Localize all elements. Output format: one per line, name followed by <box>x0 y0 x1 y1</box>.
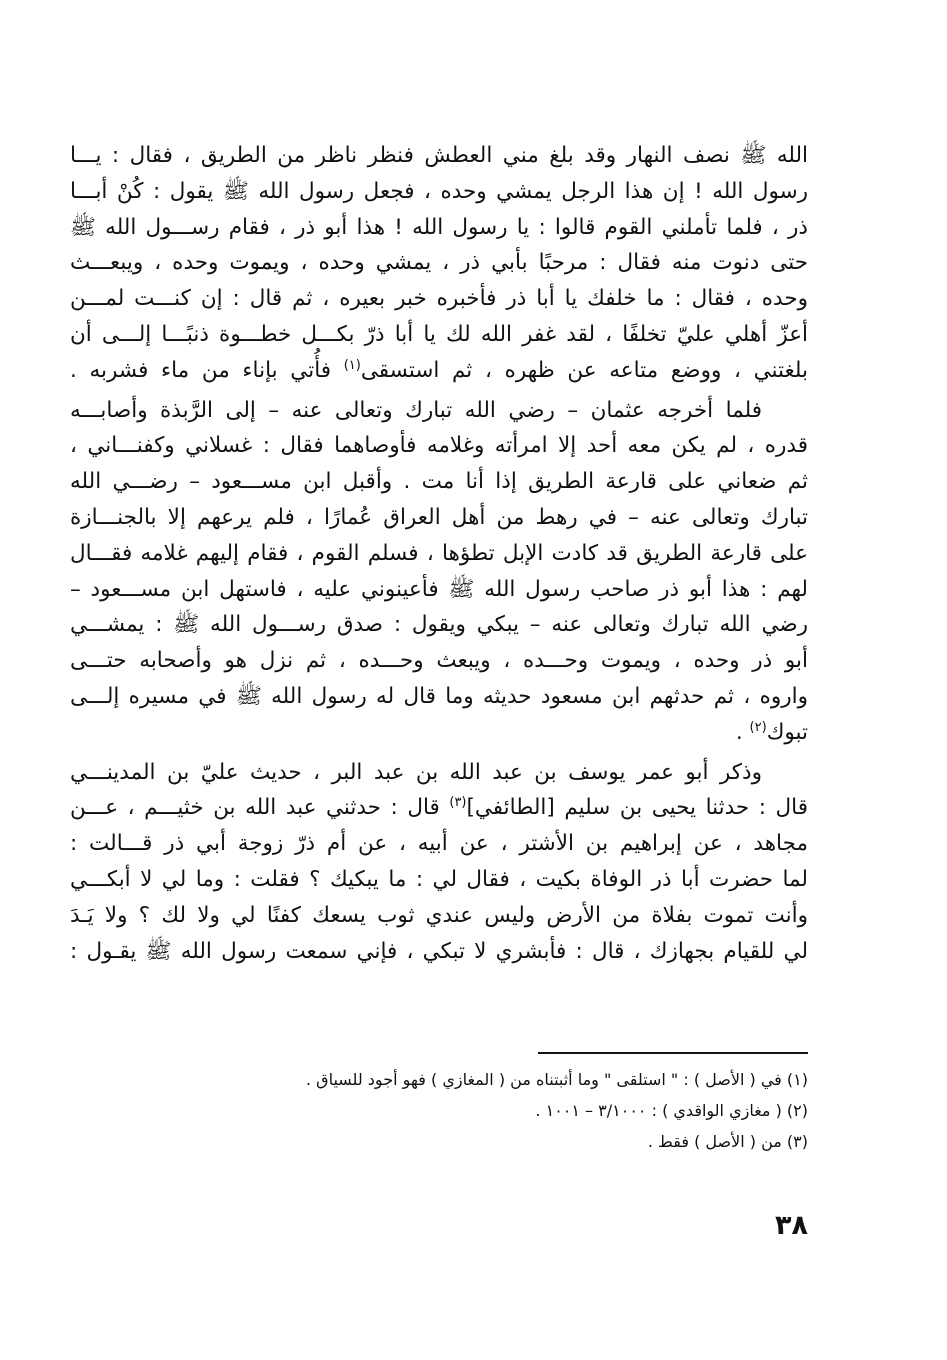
text-segment: قال : حدثنا يحيى بن سليم [الطائفي] <box>466 795 808 821</box>
text-line <box>70 353 808 389</box>
text-line: حتى دنوت منه فقال : مرحبًا بأبي ذر ، يمشي وحده ، ويموت وحده ، ويبعـــث <box>70 250 808 276</box>
footnote-ref: (٣) <box>449 795 467 811</box>
text-line: رضي الله تبارك وتعالى عنه – يبكي ويقول : صدق رســـول الله ﷺ : يمشـــي <box>70 612 808 638</box>
footnote-separator <box>538 1052 808 1054</box>
text-line: الله ﷺ نصف النهار وقد بلغ مني العطش فنظر ناظر من الطريق ، فقال : يـــا <box>70 143 808 168</box>
text-segment: قال : حدثني عبد الله بن خثيـــم ، عـــن <box>70 795 450 821</box>
text-line: أبو ذر وحده ، ويموت وحـــده ، ويبعث وحـــده ، ثم نزل هو وأصحابه حتـــى <box>70 648 808 674</box>
main-text <box>70 138 808 969</box>
text-line <box>70 715 808 751</box>
text-line: مجاهد ، عن إبراهيم بن الأشتر ، عن أبيه ، عن أم ذرّ زوجة أبي ذر قـــالت : <box>70 831 808 857</box>
text-line: وأنت تموت بفلاة من الأرض وليس عندي ثوب يسعك كفنًا لي ولا لك ؟ ولا يَـدَ <box>70 902 808 928</box>
text-line: ثم ضعاني على قارعة الطريق إذا أنا مت . وأقبل ابن مســـعود – رضـــي الله <box>70 469 808 495</box>
text-line: واروه ، ثم حدثهم ابن مسعود حديثه وما قال له رسول الله ﷺ في مسيره إلـــى <box>70 683 808 709</box>
text-segment: . <box>735 719 750 745</box>
text-segment: فأُتي بإناء من ماء فشربه . <box>70 357 332 383</box>
page-number: ٣٨ <box>775 1210 808 1241</box>
text-line: فلما أخرجه عثمان – رضي الله تبارك وتعالى عنه – إلى الرَّبذة وأصابـــه <box>70 397 762 423</box>
text-line: وحده ، فقال : ما خلفك يا أبا ذر فأخبره خبر بعيره ، ثم قال : إن كنـــت لمـــن <box>70 286 808 312</box>
text-line: وذكر أبو عمر يوسف بن عبد الله بن عبد البر ، حديث عليّ بن المدينـــي <box>70 759 762 785</box>
footnote: (٢) ( مغازي الواقدي ) : ٣/١٠٠٠ – ١٠٠١ . <box>535 1101 808 1120</box>
text-line: تبارك وتعالى عنه – في رهط من أهل العراق عُمارًا ، فلم يرعهم إلا بالجنـــازة <box>70 504 808 530</box>
text-line: قدره ، لم يكن معه أحد إلا امرأته وغلامه فأوصاهما فقال : غسلاني وكفنـــاني ، <box>70 433 808 459</box>
text-line: على قارعة الطريق قد كادت الإبل تطؤها ، فسلم القوم ، فقام إليهم غلامه فقـــال <box>70 540 808 566</box>
footnotes <box>188 1064 808 1157</box>
footnote-ref: (١) <box>343 357 361 373</box>
text-line: ذر ، فلما تأملني القوم قالوا : يا رسول الله ! هذا أبو ذر ، فقام رســـول الله ﷺ <box>70 214 808 240</box>
text-line: لهم : هذا أبو ذر صاحب رسول الله ﷺ فأعينوني عليه ، فاستهل ابن مســـعود – <box>70 576 808 602</box>
page-body <box>70 138 808 969</box>
text-line <box>70 790 808 826</box>
footnote: (٣) من ( الأصل ) فقط . <box>647 1132 808 1151</box>
text-line: أعزّ أهلي عليّ تخلفًا ، لقد غفر الله لك يا أبا ذرّ بكـــل خطـــوة ذنبًـــا إلـــى أن <box>70 321 808 347</box>
text-line: رسول الله ! إن هذا الرجل يمشي وحده ، فجعل رسول الله ﷺ يقول : كُنْ أبـــا <box>70 178 808 204</box>
footnote: (١) في ( الأصل ) : " استلقى " وما أثبتناه من ( المغازي ) فهو أجود للسياق . <box>305 1070 808 1089</box>
text-segment: بلغتني ، ووضع متاعه عن ظهره ، ثم استسقى <box>360 357 808 383</box>
text-line: لما حضرت أبا ذر الوفاة بكيت ، فقال لي : ما يبكيك ؟ فقلت : وما لي لا أبكـــي <box>70 866 808 892</box>
text-segment: تبوك <box>766 719 808 745</box>
footnote-ref: (٢) <box>749 719 767 735</box>
text-line: لي للقيام بجهازك ، قال : فأبشري لا تبكي ، فإني سمعت رسول الله ﷺ يقـول : <box>70 938 808 964</box>
